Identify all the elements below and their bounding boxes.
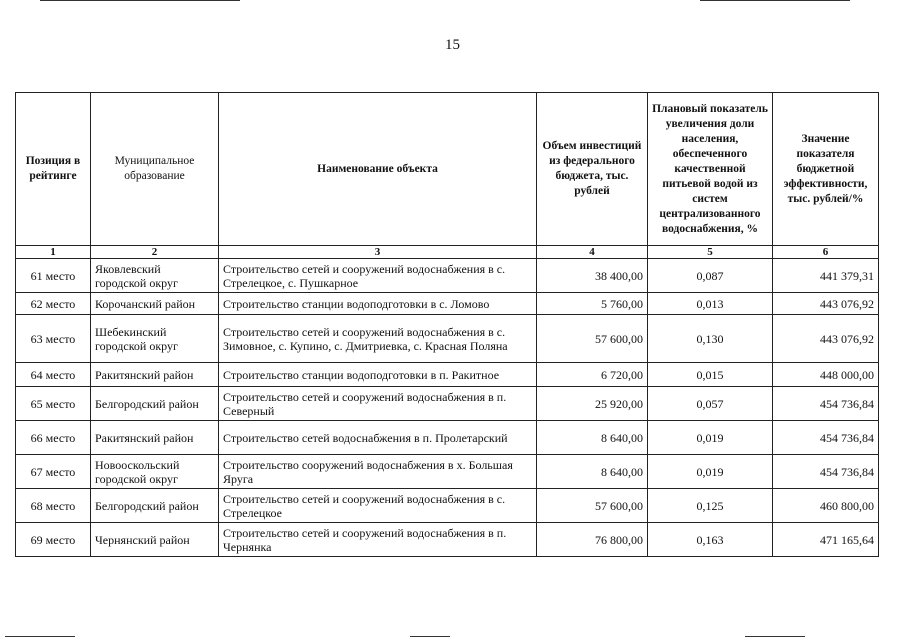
scan-edge-top-right (700, 0, 850, 1)
cell-municipality: Белгородский район (91, 387, 219, 421)
cell-object: Строительство сетей и сооружений водоснабжения в п. Северный (219, 387, 537, 421)
header-municipality: Муниципальное образование (91, 93, 219, 246)
cell-position: 64 место (16, 363, 91, 387)
cell-efficiency: 443 076,92 (773, 293, 879, 315)
cell-indicator: 0,163 (648, 523, 773, 557)
header-investment: Объем инвестиций из федерального бюджета, тыс. рублей (537, 93, 648, 246)
table-row (16, 489, 879, 523)
cell-position: 66 место (16, 421, 91, 455)
cell-efficiency: 454 736,84 (773, 455, 879, 489)
cell-investment: 57 600,00 (537, 315, 648, 363)
scan-edge-bottom-left (5, 636, 75, 637)
cell-object: Строительство сетей водоснабжения в п. Пролетарский (219, 421, 537, 455)
scan-edge-bottom-mid (410, 636, 450, 637)
cell-investment: 5 760,00 (537, 293, 648, 315)
cell-municipality: Ракитянский район (91, 421, 219, 455)
column-number: 1 (16, 246, 91, 259)
cell-indicator: 0,015 (648, 363, 773, 387)
cell-municipality: Корочанский район (91, 293, 219, 315)
cell-position: 63 место (16, 315, 91, 363)
table-row (16, 387, 879, 421)
cell-position: 68 место (16, 489, 91, 523)
cell-position: 61 место (16, 259, 91, 293)
cell-investment: 8 640,00 (537, 455, 648, 489)
table-row (16, 315, 879, 363)
cell-indicator: 0,087 (648, 259, 773, 293)
cell-indicator: 0,057 (648, 387, 773, 421)
cell-municipality: Чернянский район (91, 523, 219, 557)
header-position: Позиция в рейтинге (16, 93, 91, 246)
cell-efficiency: 454 736,84 (773, 421, 879, 455)
cell-municipality: Ракитянский район (91, 363, 219, 387)
cell-investment: 25 920,00 (537, 387, 648, 421)
budget-efficiency-table (15, 92, 879, 557)
cell-municipality: Белгородский район (91, 489, 219, 523)
cell-efficiency: 460 800,00 (773, 489, 879, 523)
cell-position: 67 место (16, 455, 91, 489)
column-number: 2 (91, 246, 219, 259)
cell-indicator: 0,013 (648, 293, 773, 315)
column-number: 3 (219, 246, 537, 259)
cell-position: 69 место (16, 523, 91, 557)
cell-indicator: 0,019 (648, 421, 773, 455)
cell-efficiency: 443 076,92 (773, 315, 879, 363)
cell-municipality: Яковлевский городской округ (91, 259, 219, 293)
cell-object: Строительство сетей и сооружений водоснабжения в с. Стрелецкое, с. Пушкарное (219, 259, 537, 293)
cell-object: Строительство сетей и сооружений водоснабжения в с. Стрелецкое (219, 489, 537, 523)
table-row (16, 293, 879, 315)
cell-object: Строительство сооружений водоснабжения в х. Большая Яруга (219, 455, 537, 489)
scan-edge-top-left (40, 0, 240, 1)
cell-position: 62 место (16, 293, 91, 315)
table-row (16, 523, 879, 557)
table-row (16, 455, 879, 489)
cell-object: Строительство сетей и сооружений водоснабжения в с. Зимовное, с. Купино, с. Дмитриевка, с. Красная Поляна (219, 315, 537, 363)
cell-investment: 6 720,00 (537, 363, 648, 387)
table-header-row (16, 93, 879, 246)
header-object-name: Наименование объекта (219, 93, 537, 246)
column-number: 6 (773, 246, 879, 259)
page-number: 15 (445, 37, 460, 53)
cell-indicator: 0,125 (648, 489, 773, 523)
table-row (16, 421, 879, 455)
table-row (16, 259, 879, 293)
cell-efficiency: 441 379,31 (773, 259, 879, 293)
cell-position: 65 место (16, 387, 91, 421)
cell-efficiency: 454 736,84 (773, 387, 879, 421)
cell-object: Строительство станции водоподготовки в п. Ракитное (219, 363, 537, 387)
scan-edge-bottom-right (745, 636, 805, 637)
table-row (16, 363, 879, 387)
cell-efficiency: 471 165,64 (773, 523, 879, 557)
header-efficiency: Значение показателя бюджетной эффективности, тыс. рублей/% (773, 93, 879, 246)
cell-indicator: 0,130 (648, 315, 773, 363)
cell-investment: 38 400,00 (537, 259, 648, 293)
column-number: 5 (648, 246, 773, 259)
cell-object: Строительство сетей и сооружений водоснабжения в п. Чернянка (219, 523, 537, 557)
cell-object: Строительство станции водоподготовки в с. Ломово (219, 293, 537, 315)
cell-municipality: Новооскольский городской округ (91, 455, 219, 489)
cell-investment: 76 800,00 (537, 523, 648, 557)
cell-efficiency: 448 000,00 (773, 363, 879, 387)
column-number-row (16, 246, 879, 259)
cell-municipality: Шебекинский городской округ (91, 315, 219, 363)
cell-investment: 8 640,00 (537, 421, 648, 455)
column-number: 4 (537, 246, 648, 259)
cell-indicator: 0,019 (648, 455, 773, 489)
header-planned-indicator: Плановый показатель увеличения доли населения, обеспеченного качественной питьевой водой из систем централизованного водоснабжения, % (648, 93, 773, 246)
cell-investment: 57 600,00 (537, 489, 648, 523)
